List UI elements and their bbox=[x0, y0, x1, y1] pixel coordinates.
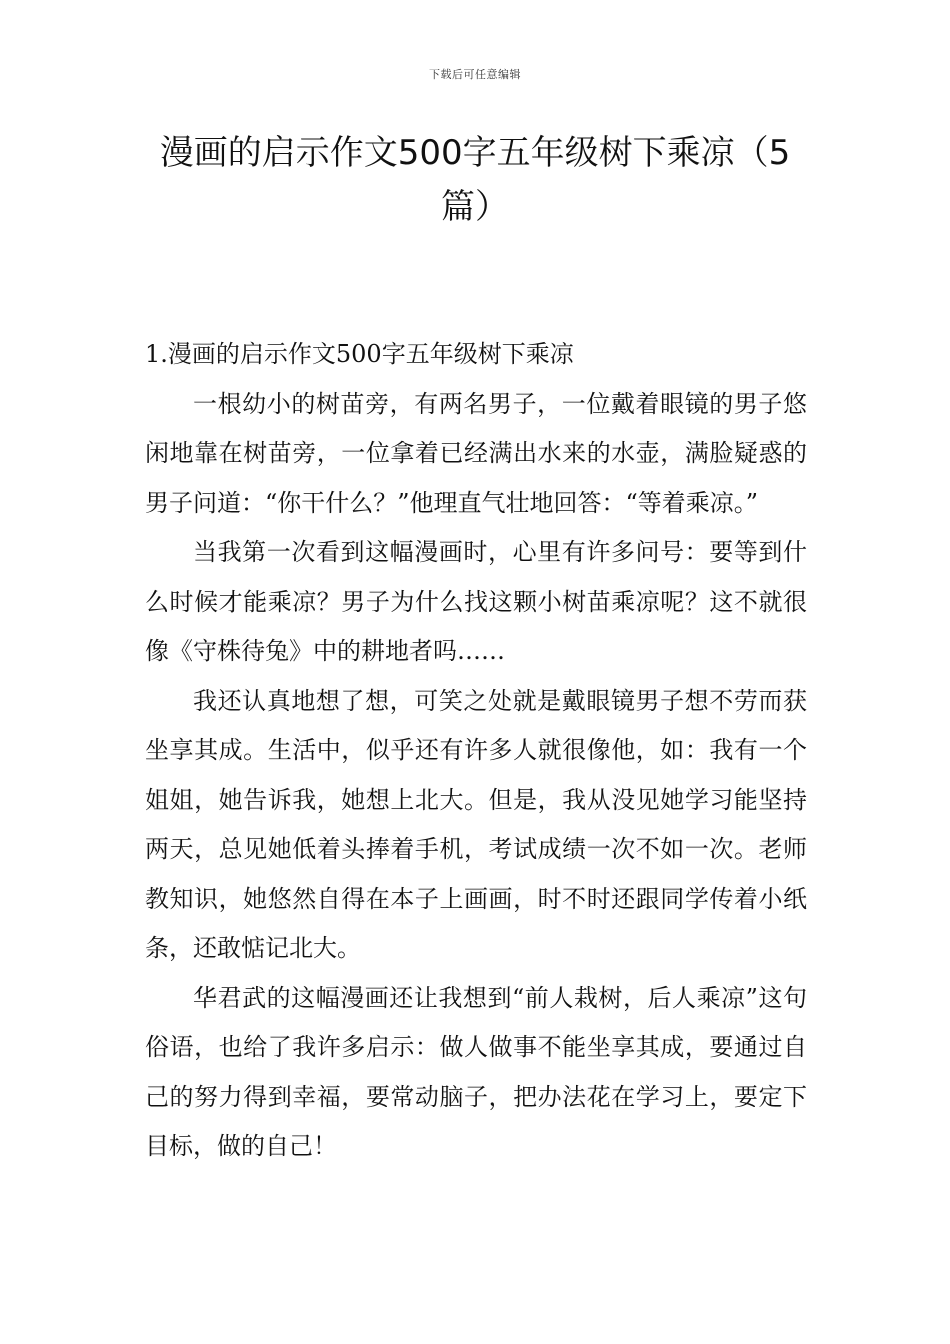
section-heading: 1.漫画的启示作文500字五年级树下乘凉 bbox=[145, 340, 574, 368]
document-title: 漫画的启示作文500字五年级树下乘凉（5篇） bbox=[159, 133, 791, 227]
paragraph-4: 华君武的这幅漫画还让我想到“前人栽树，后人乘凉”这句俗语，也给了我许多启示：做人做事不能坐享其成，要通过自己的努力得到幸福，要常动脑子，把办法花在学习上，要定下目标，做的自己！ bbox=[145, 983, 807, 1160]
paragraph-1: 一根幼小的树苗旁，有两名男子，一位戴着眼镜的男子悠闲地靠在树苗旁，一位拿着已经满出水来的水壶，满脸疑惑的男子问道：“你干什么？”他理直气壮地回答：“等着乘凉。” bbox=[145, 389, 807, 517]
paragraph-2: 当我第一次看到这幅漫画时，心里有许多问号：要等到什么时候才能乘凉？男子为什么找这颗小树苗乘凉呢？这不就很像《守株待兔》中的耕地者吗…… bbox=[145, 538, 807, 665]
paragraph-3: 我还认真地想了想，可笑之处就是戴眼镜男子想不劳而获坐享其成。生活中，似乎还有许多人就很像他，如：我有一个姐姐，她告诉我，她想上北大。但是，我从没见她学习能坚持两天，总见她低着头捧着手机，考试成绩一次不如一次。老师教知识，她悠然自得在本子上画画，时不时还跟同学传着小纸条，还敢惦记北大。 bbox=[145, 686, 807, 962]
header-note: 下载后可任意编辑 bbox=[429, 68, 521, 81]
document-body bbox=[145, 330, 807, 1172]
